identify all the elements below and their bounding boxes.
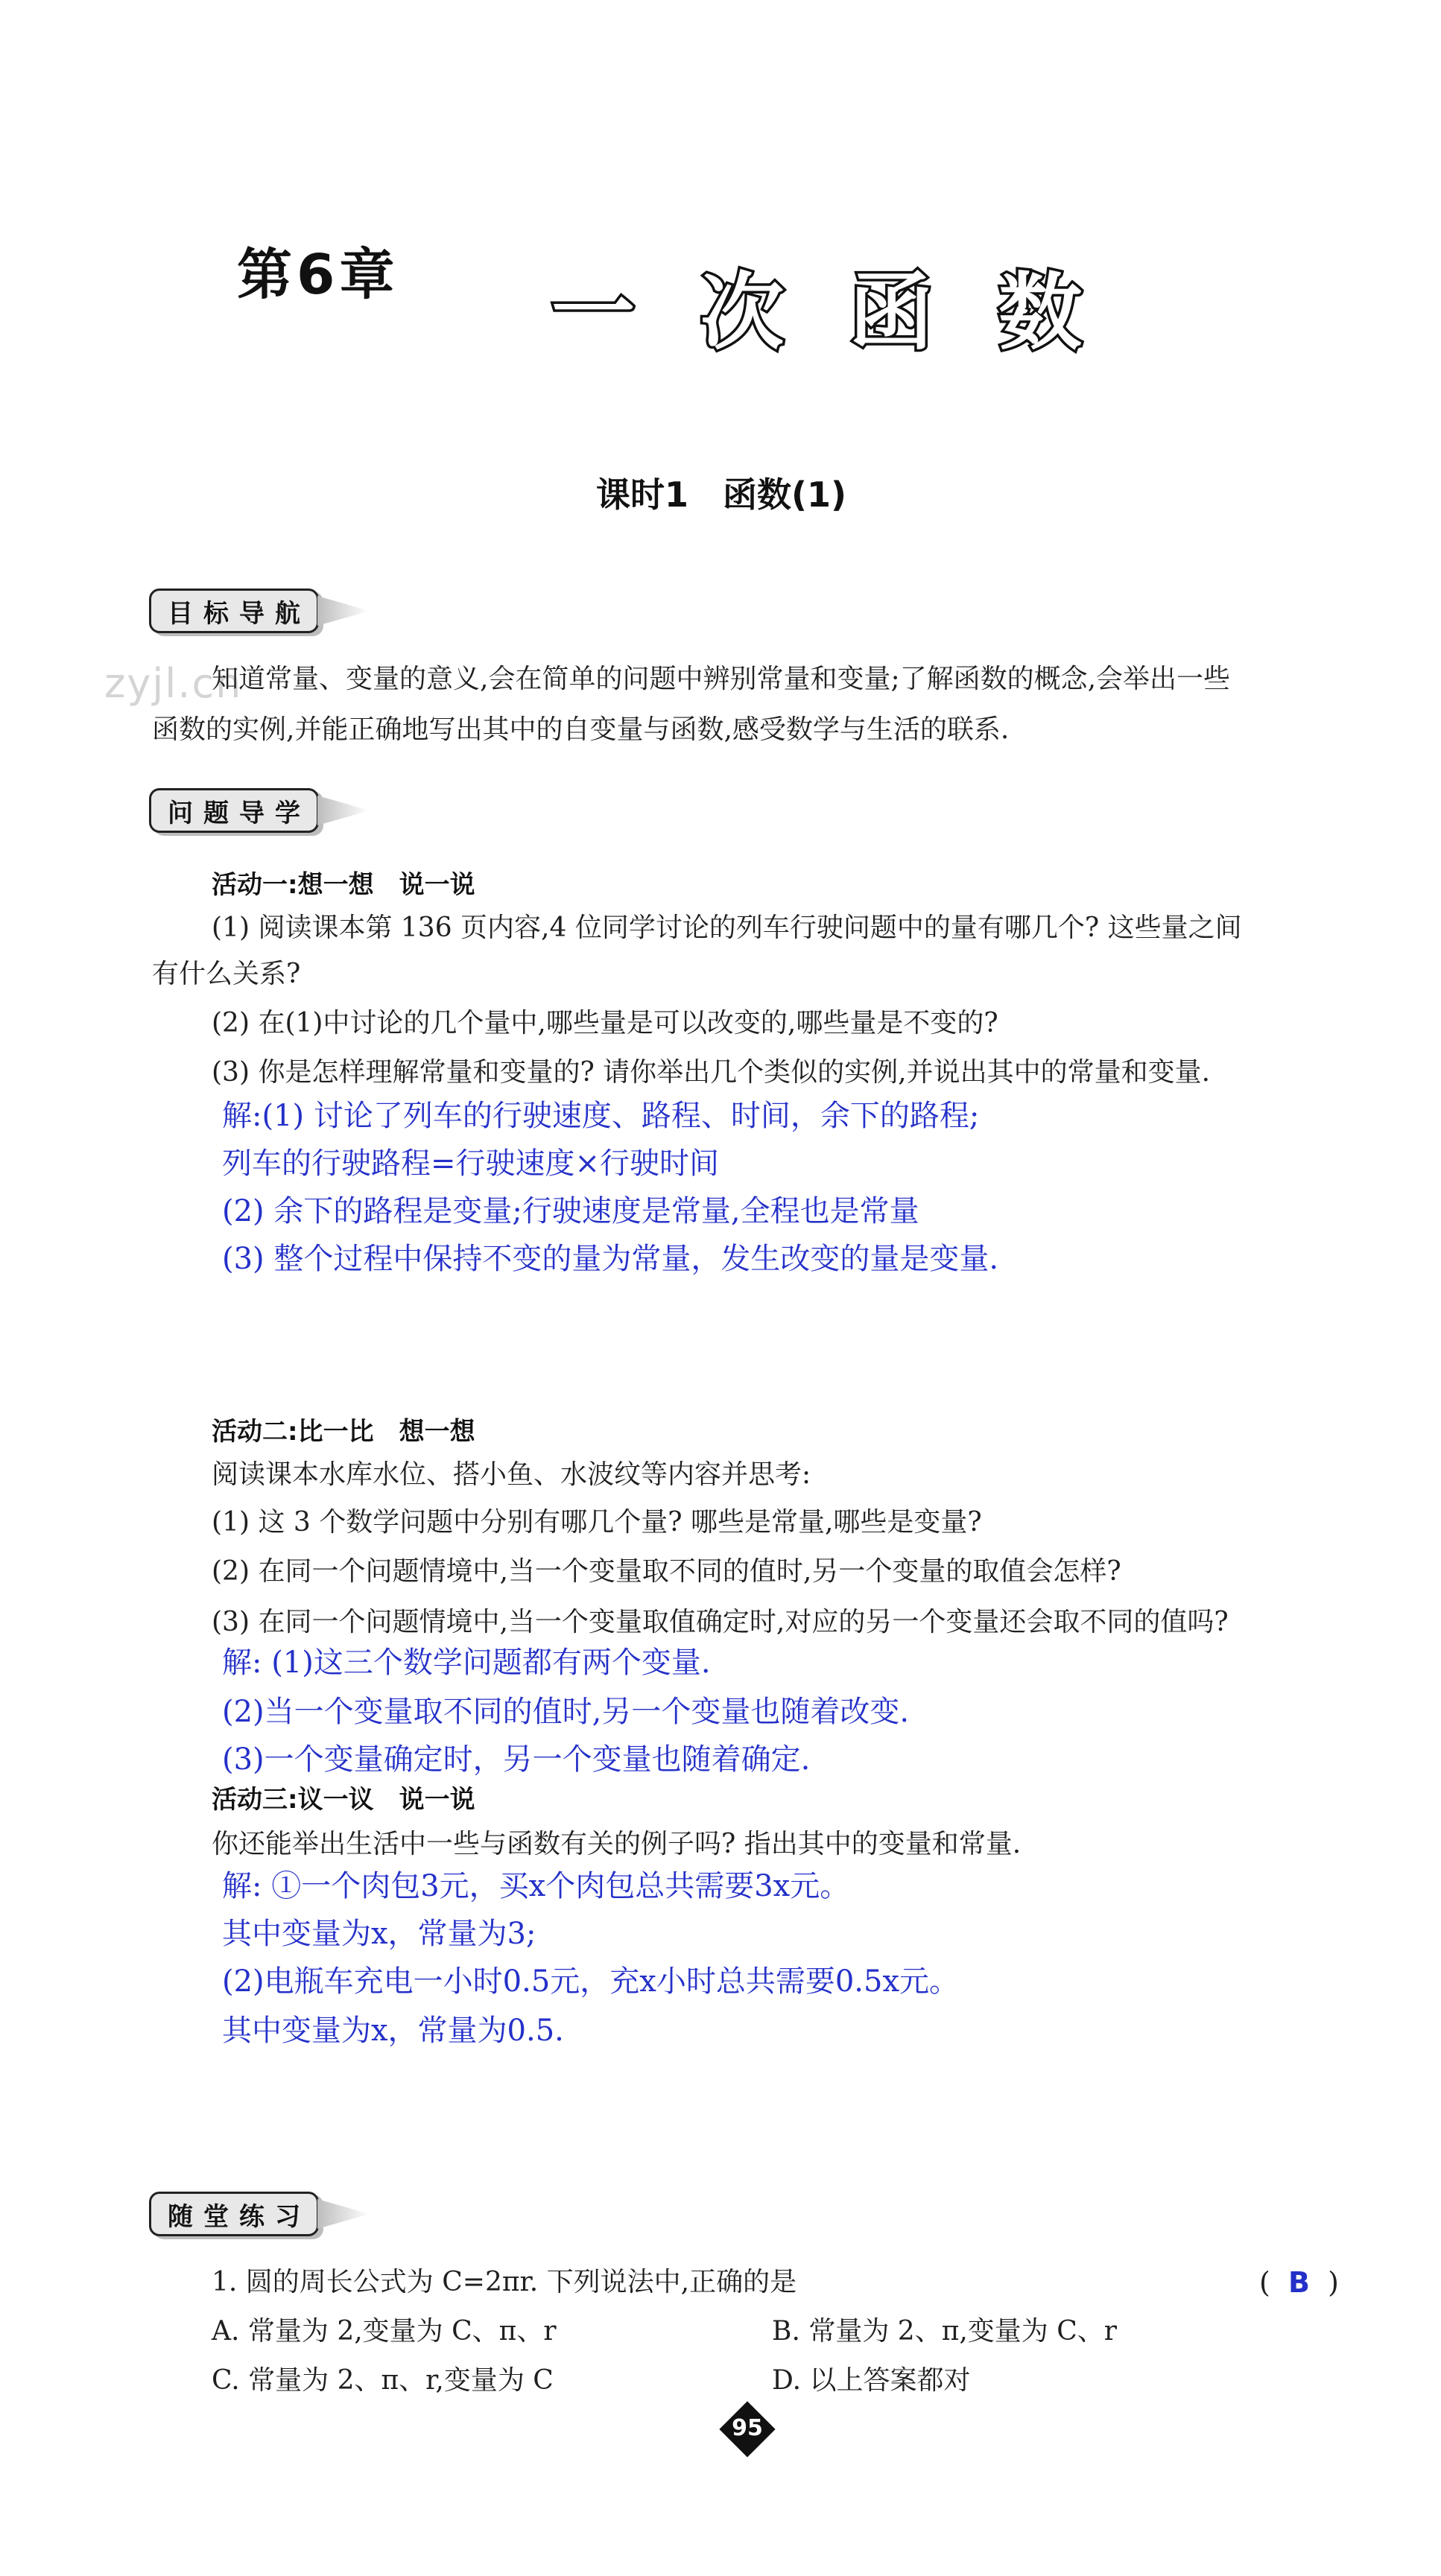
activity-heading: 活动三:议一议 说一说 [212,1785,475,1815]
section-tag-guide [149,788,370,833]
handwritten-answer: (2)当一个变量取不同的值时,另一个变量也随着改变. [222,1695,910,1729]
watermark: zyjl.cn [104,660,243,707]
handwritten-answer: 解:(1) 讨论了列车的行驶速度、路程、时间，余下的路程; [222,1099,980,1133]
option-a: A. 常量为 2,变量为 C、π、r [212,2316,557,2347]
activity-text-line: (1) 阅读课本第 136 页内容,4 位同学讨论的列车行驶问题中的量有哪几个? 这些量之间 [212,913,1242,943]
goal-text-line: 知道常量、变量的意义,会在简单的问题中辨别常量和变量;了解函数的概念,会举出一些 [212,664,1231,694]
question-stem: 1. 圆的周长公式为 C=2πr. 下列说法中,正确的是 [212,2267,797,2297]
handwritten-answer: 其中变量为x，常量为0.5. [222,2014,564,2048]
activity-text-line: (2) 在(1)中讨论的几个量中,哪些量是可以改变的,哪些量是不变的? [212,1008,998,1038]
activity-text-line: (3) 在同一个问题情境中,当一个变量取值确定时,对应的另一个变量还会取不同的值吗? [212,1607,1229,1637]
option-c: C. 常量为 2、π、r,变量为 C [212,2365,554,2396]
handwritten-answer: (2)电瓶车充电一小时0.5元，充x小时总共需要0.5x元。 [222,1964,960,1999]
section-tag-label: 随堂练习 [149,2192,319,2236]
activity-heading: 活动一:想一想 说一说 [212,870,475,900]
chapter-title: 一次函数 [551,264,1147,361]
activity-text-line: 有什么关系? [152,959,301,989]
handwritten-answer: (3)一个变量确定时，另一个变量也随着确定. [222,1742,811,1777]
activity-heading: 活动二:比一比 想一想 [212,1417,475,1447]
handwritten-answer: 解: ①一个肉包3元，买x个肉包总共需要3x元。 [222,1869,850,1903]
page-number-badge [721,2403,773,2455]
lesson-title: 课时1 函数(1) [596,475,847,515]
page-number: 95 [732,2415,763,2441]
handwritten-answer: (3) 整个过程中保持不变的量为常量，发生改变的量是变量. [222,1242,999,1276]
section-tag-label: 问题导学 [149,788,319,833]
tag-shadow-arrow [317,2199,370,2229]
activity-text-line: 阅读课本水库水位、搭小鱼、水波纹等内容并思考: [212,1459,811,1490]
option-b: B. 常量为 2、π,变量为 C、r [772,2316,1117,2347]
handwritten-answer: (2) 余下的路程是变量;行驶速度是常量,全程也是常量 [222,1194,919,1228]
section-tag-label: 目标导航 [149,589,319,633]
tag-shadow-arrow [317,796,370,825]
section-tag-practice [149,2192,370,2236]
activity-text-line: (3) 你是怎样理解常量和变量的? 请你举出几个类似的实例,并说出其中的常量和变量. [212,1057,1211,1088]
handwritten-answer: 其中变量为x，常量为3; [222,1917,536,1951]
chapter-number: 第6章 [237,243,399,307]
activity-text-line: (1) 这 3 个数学问题中分别有哪几个量? 哪些是常量,哪些是变量? [212,1507,982,1538]
answer-bracket: ( B ) [1259,2266,1339,2299]
handwritten-choice: B [1288,2266,1310,2299]
section-tag-goal [149,589,370,633]
activity-text-line: (2) 在同一个问题情境中,当一个变量取不同的值时,另一个变量的取值会怎样? [212,1556,1121,1587]
tag-shadow-arrow [317,596,370,626]
activity-text-line: 你还能举出生活中一些与函数有关的例子吗? 指出其中的变量和常量. [212,1829,1022,1859]
handwritten-answer: 解: (1)这三个数学问题都有两个变量. [222,1646,711,1680]
goal-text-line: 函数的实例,并能正确地写出其中的自变量与函数,感受数学与生活的联系. [152,714,1010,745]
option-d: D. 以上答案都对 [772,2365,971,2396]
handwritten-answer: 列车的行驶路程=行驶速度×行驶时间 [222,1146,720,1181]
